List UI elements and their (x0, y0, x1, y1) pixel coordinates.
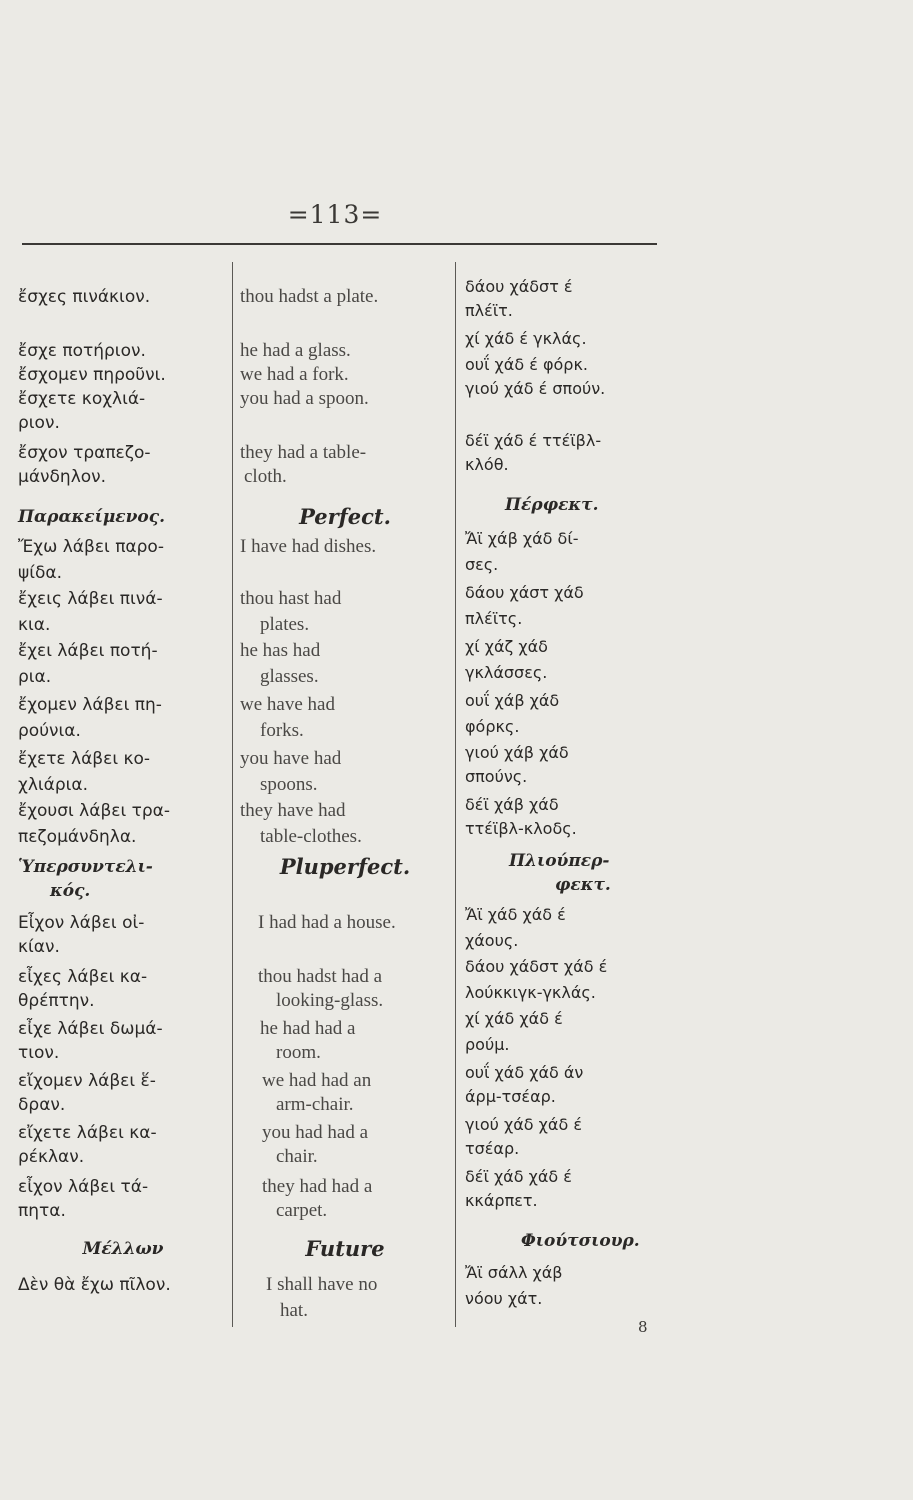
text-line: άρμ-τσέαρ. (465, 1087, 556, 1106)
text-line: Ἔχω λάβει παρο- (18, 537, 164, 557)
text-line: we have had (240, 694, 335, 715)
section-heading: Παρακείμενος. (18, 507, 166, 527)
text-line: χλιάρια. (18, 775, 88, 795)
section-heading: Pluperfect. (279, 854, 411, 879)
text-line: thou hadst a plate. (240, 286, 379, 307)
text-line: ἔσχε ποτήριον. (18, 341, 146, 361)
text-line: forks. (260, 720, 304, 741)
text-line: table-clothes. (260, 826, 362, 847)
text-line: I have had dishes. (240, 536, 377, 557)
text-line: he had a glass. (240, 340, 351, 361)
text-line: hat. (280, 1300, 308, 1321)
text-line: ττέϊβλ-κλοδς. (465, 819, 577, 838)
text-line: δραν. (18, 1095, 66, 1115)
text-line: κια. (18, 615, 51, 635)
text-line: εἶχε λάβει δωμά- (18, 1019, 163, 1039)
text-line: ριον. (18, 413, 60, 433)
text-line: I had had a house. (258, 912, 396, 933)
text-line: τιον. (18, 1043, 60, 1063)
text-line: γιού χάβ χάδ (465, 743, 569, 762)
text-line: χί χάδ χάδ έ (465, 1009, 563, 1028)
text-line: you had a spoon. (240, 388, 369, 409)
text-line: spoons. (260, 774, 318, 795)
column-divider-2 (455, 262, 456, 1327)
text-line: δάου χάδστ έ (465, 277, 573, 296)
text-line: λούκκιγκ-γκλάς. (465, 983, 596, 1002)
text-line: you had had a (262, 1122, 369, 1143)
section-heading: Πέρφεκτ. (505, 495, 599, 515)
text-line: εἴχομεν λάβει ἕ- (18, 1071, 156, 1091)
text-line: πλέϊτ. (465, 301, 513, 320)
text-line: ρια. (18, 667, 52, 687)
text-line: cloth. (244, 466, 287, 487)
text-line: you have had (240, 748, 342, 769)
text-line: they had a table- (240, 442, 367, 463)
text-line: he had had a (260, 1018, 356, 1039)
text-line: δάου χάδστ χάδ έ (465, 957, 608, 976)
text-line: σπούνς. (465, 767, 528, 786)
signature-mark: 8 (638, 1318, 648, 1336)
text-line: room. (276, 1042, 321, 1063)
text-line: Ἄϊ χάβ χάδ δί- (465, 529, 579, 548)
section-heading: κός. (50, 881, 91, 901)
header-rule (22, 243, 657, 245)
text-line: ψίδα. (18, 563, 62, 583)
text-line: ἔχετε λάβει κο- (18, 749, 151, 769)
section-heading: Πλιούπερ- (509, 851, 610, 871)
text-line: πλέϊτς. (465, 609, 523, 628)
text-line: we had a fork. (240, 364, 349, 385)
text-line: ρέκλαν. (18, 1147, 85, 1167)
text-line: νόου χάτ. (465, 1289, 543, 1308)
text-line: I shall have no (266, 1274, 378, 1295)
text-line: carpet. (276, 1200, 328, 1221)
text-line: εἴχετε λάβει κα- (18, 1123, 157, 1143)
text-line: κκάρπετ. (465, 1191, 538, 1210)
text-line: γιού χάδ έ σπούν. (465, 379, 606, 398)
text-line: ἔσχες πινάκιον. (18, 287, 151, 307)
text-line: ρούνια. (18, 721, 81, 741)
text-line: εἶχες λάβει κα- (18, 967, 148, 987)
page-number: =113= (287, 200, 383, 229)
text-line: μάνδηλον. (18, 467, 107, 487)
text-line: δέϊ χάδ έ ττέϊβλ- (465, 431, 602, 450)
text-line: ἔχεις λάβει πινά- (18, 589, 163, 609)
section-heading: φεκτ. (555, 875, 611, 895)
text-line: ἔσχον τραπεζο- (18, 443, 151, 463)
section-heading: Future (305, 1236, 385, 1261)
text-line: χί χάζ χάδ (465, 637, 548, 656)
text-line: he has had (240, 640, 321, 661)
text-line: πητα. (18, 1201, 66, 1221)
section-heading: Perfect. (299, 504, 391, 529)
text-line: γκλάσσες. (465, 663, 548, 682)
section-heading: Μέλλων (82, 1239, 164, 1259)
column-divider-1 (232, 262, 233, 1327)
text-line: ἔσχετε κοχλιά- (18, 389, 146, 409)
text-line: πεζομάνδηλα. (18, 827, 137, 847)
text-line: ἔχει λάβει ποτή- (18, 641, 158, 661)
text-line: κίαν. (18, 937, 60, 957)
text-line: χί χάδ έ γκλάς. (465, 329, 587, 348)
text-line: κλόθ. (465, 455, 509, 474)
text-line: ουΐ χάβ χάδ (465, 691, 560, 710)
text-line: glasses. (260, 666, 319, 687)
text-line: δέϊ χάδ χάδ έ (465, 1167, 572, 1186)
section-heading: Ὑπερσυντελι- (18, 857, 153, 877)
text-line: χάους. (465, 931, 519, 950)
text-line: they had had a (262, 1176, 373, 1197)
text-line: Ἄϊ χάδ χάδ έ (465, 905, 566, 924)
text-line: thou hast had (240, 588, 342, 609)
text-line: τσέαρ. (465, 1139, 520, 1158)
text-line: ἔσχομεν πηροῦνι. (18, 365, 166, 385)
text-line: ουΐ χάδ χάδ άν (465, 1063, 584, 1082)
text-line: γιού χάδ χάδ έ (465, 1115, 582, 1134)
text-line: ἔχουσι λάβει τρα- (18, 801, 171, 821)
text-line: εἶχον λάβει τά- (18, 1177, 149, 1197)
text-line: we had had an (262, 1070, 372, 1091)
text-line: plates. (260, 614, 310, 635)
text-line: Ἄϊ σάλλ χάβ (465, 1263, 563, 1282)
text-line: σες. (465, 555, 499, 574)
text-line: ουΐ χάδ έ φόρκ. (465, 355, 588, 374)
text-line: φόρκς. (465, 717, 520, 736)
text-line: arm-chair. (276, 1094, 354, 1115)
text-line: Δὲν θὰ ἔχω πῖλον. (18, 1275, 171, 1295)
text-line: ἔχομεν λάβει πη- (18, 695, 162, 715)
text-line: δέϊ χάβ χάδ (465, 795, 559, 814)
text-line: δάου χάστ χάδ (465, 583, 584, 602)
text-line: they have had (240, 800, 346, 821)
text-line: looking-glass. (276, 990, 384, 1011)
text-line: Εἶχον λάβει οἰ- (18, 913, 145, 933)
text-line: chair. (276, 1146, 318, 1167)
section-heading: Φιούτσιουρ. (521, 1231, 640, 1251)
text-line: thou hadst had a (258, 966, 383, 987)
text-line: ρούμ. (465, 1035, 510, 1054)
text-line: θρέπτην. (18, 991, 95, 1011)
